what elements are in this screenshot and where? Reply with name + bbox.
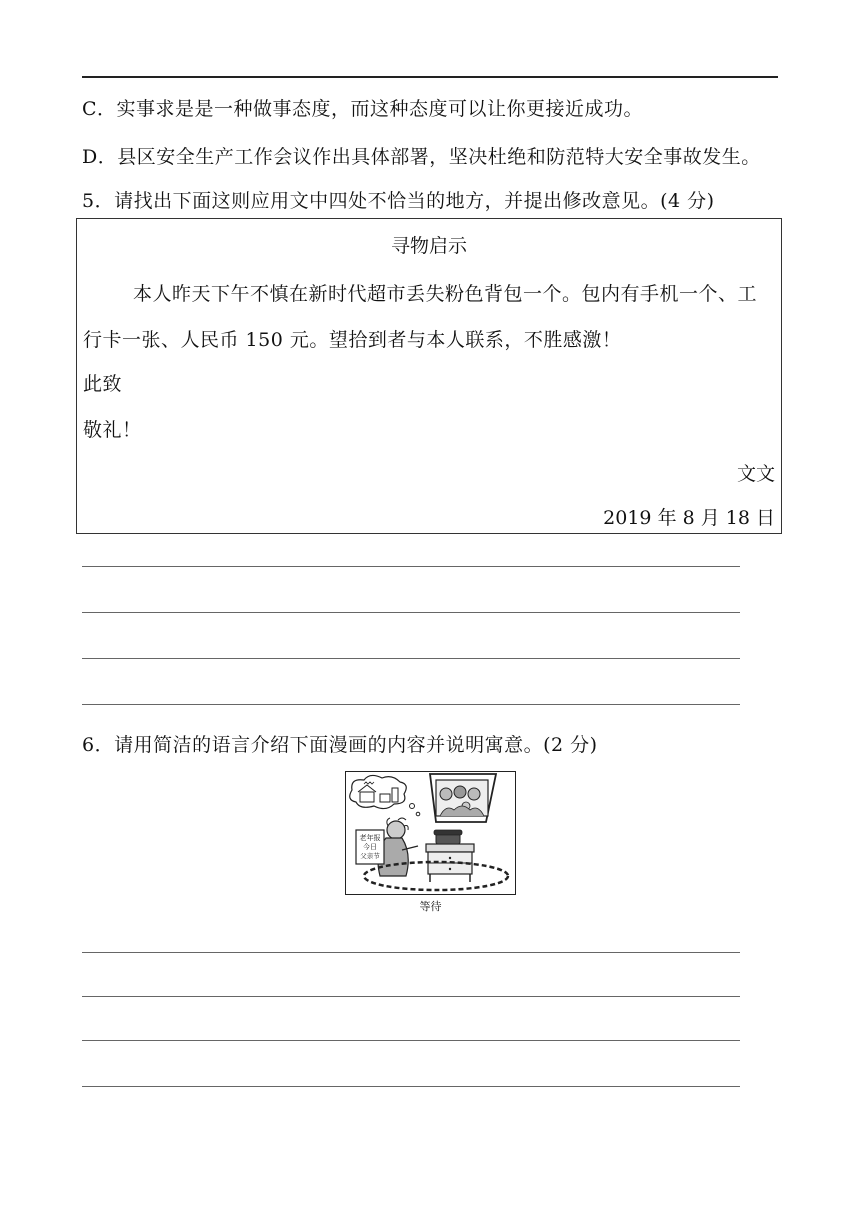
newspaper-line-1: 老年报 — [359, 834, 381, 842]
notice-closing-2: 敬礼！ — [83, 419, 142, 441]
notice-signature: 文文 — [736, 463, 775, 485]
newspaper-line-2: 今日 — [363, 843, 377, 851]
answer-line — [82, 704, 740, 705]
option-d: D．县区安全生产工作会议作出具体部署，坚决杜绝和防范特大安全事故发生。 — [82, 146, 761, 168]
answer-line — [82, 566, 740, 567]
answer-line — [82, 1086, 740, 1087]
notice-date: 2019 年 8 月 18 日 — [603, 507, 775, 529]
cartoon-drawing — [346, 772, 514, 893]
notice-body-line-1: 本人昨天下午不慎在新时代超市丢失粉色背包一个。包内有手机一个、工 — [133, 283, 758, 305]
notice-box — [76, 218, 782, 534]
cartoon-image — [345, 771, 516, 895]
answer-line — [82, 952, 740, 953]
answer-line — [82, 996, 740, 997]
notice-closing-1: 此致 — [83, 373, 123, 395]
cartoon-caption: 等待 — [419, 900, 442, 913]
answer-line — [82, 1040, 740, 1041]
notice-body-line-2: 行卡一张、人民币 150 元。望拾到者与本人联系，不胜感激！ — [83, 329, 622, 351]
answer-line — [82, 612, 740, 613]
option-c: C．实事求是是一种做事态度，而这种态度可以让你更接近成功。 — [82, 98, 644, 120]
notice-title: 寻物启示 — [390, 235, 467, 257]
header-rule — [82, 76, 778, 78]
question-5: 5．请找出下面这则应用文中四处不恰当的地方，并提出修改意见。(4 分) — [82, 190, 715, 212]
question-6: 6．请用简洁的语言介绍下面漫画的内容并说明寓意。(2 分) — [82, 734, 598, 756]
newspaper-line-3: 父亲节 — [360, 852, 380, 860]
answer-line — [82, 658, 740, 659]
